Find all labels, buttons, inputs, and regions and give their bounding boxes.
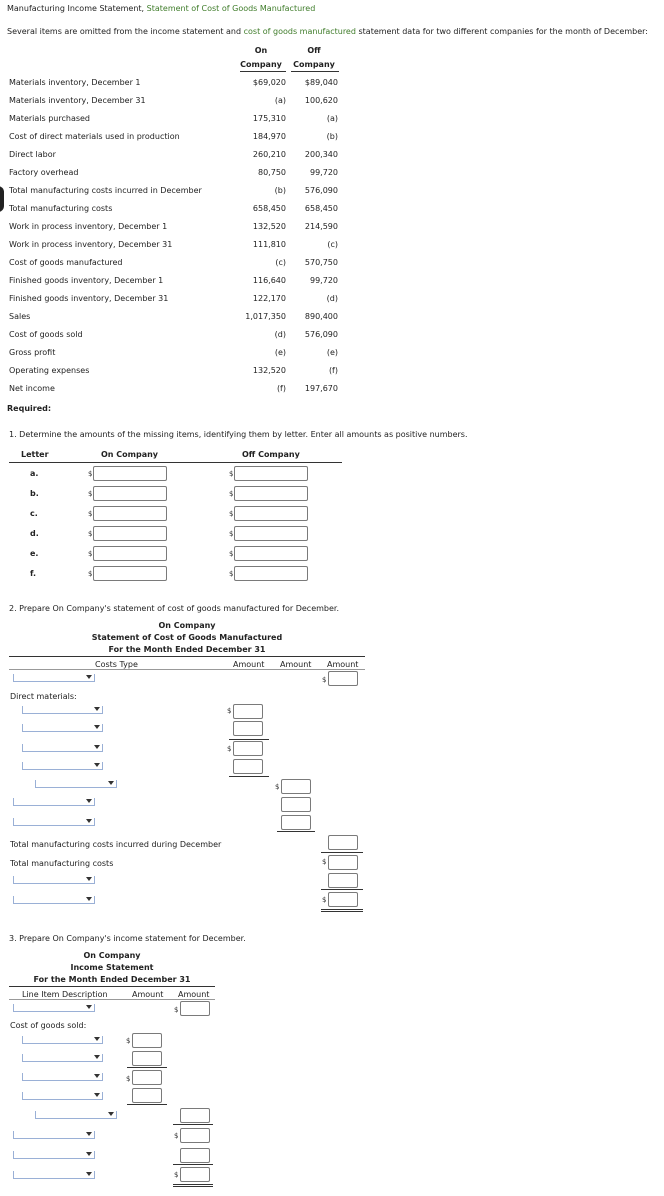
data-row-on-value: 111,810	[252, 240, 286, 249]
part3-cogs-amount-4[interactable]	[132, 1088, 162, 1103]
part2-dm-rule-1	[229, 739, 269, 740]
part3-title-rule	[9, 986, 215, 987]
data-row-on-value: (b)	[274, 186, 286, 195]
letter-label: c.	[30, 509, 38, 518]
data-row-off-value: (b)	[326, 132, 338, 141]
part3-amount2-row2[interactable]	[180, 1108, 210, 1123]
part3-select-2[interactable]	[13, 1131, 95, 1139]
part2-final-double-rule	[321, 909, 363, 912]
intro-text: Several items are omitted from the income statement and cost of goods manufactured statement data for two different companies for the month of December:	[7, 27, 648, 36]
data-row-on-value: 116,640	[252, 276, 286, 285]
currency-sign: $	[322, 858, 327, 866]
data-row-off-value: (c)	[327, 240, 338, 249]
data-row-label: Sales	[9, 312, 31, 321]
part1-header-rule	[9, 462, 342, 463]
data-row-on-value: (d)	[274, 330, 286, 339]
data-row-on-value: (f)	[276, 384, 286, 393]
part2-header-costs-type: Costs Type	[95, 660, 138, 669]
part3-amount2-rule-2	[173, 1164, 213, 1165]
col-off-rule	[291, 71, 339, 72]
off-company-input[interactable]	[234, 506, 308, 521]
part2-amount3-row1[interactable]	[328, 671, 358, 686]
data-row-off-value: 100,620	[304, 96, 338, 105]
data-row-label: Work in process inventory, December 1	[9, 222, 168, 231]
part1-header-off: Off Company	[242, 450, 300, 459]
part2-total-incurred[interactable]	[328, 835, 358, 850]
on-company-input[interactable]	[93, 486, 167, 501]
part1-header-letter: Letter	[21, 450, 49, 459]
data-row-off-value: 200,340	[304, 150, 338, 159]
data-row-label: Direct labor	[9, 150, 56, 159]
part2-dm-select-2[interactable]	[22, 724, 103, 732]
part3-header-description: Line Item Description	[22, 990, 108, 999]
data-row-on-value: 132,520	[252, 222, 286, 231]
part2-header-amount-3: Amount	[327, 660, 359, 669]
currency-sign: $	[229, 570, 234, 578]
col-on-line1: On	[254, 46, 268, 55]
part2-dm-select-4[interactable]	[22, 762, 103, 770]
data-row-label: Total manufacturing costs	[9, 204, 113, 213]
data-row-off-value: 197,670	[304, 384, 338, 393]
part2-select-1[interactable]	[13, 674, 95, 682]
letter-label: e.	[30, 549, 39, 558]
data-row-label: Gross profit	[9, 348, 56, 357]
currency-sign: $	[174, 1132, 179, 1140]
currency-sign: $	[174, 1006, 179, 1014]
part2-select-3[interactable]	[13, 818, 95, 826]
currency-sign: $	[227, 745, 232, 753]
on-company-input[interactable]	[93, 506, 167, 521]
currency-sign: $	[275, 783, 280, 791]
total-incurred-label: Total manufacturing costs incurred during December	[10, 840, 222, 849]
part2-dm-rule-2	[229, 776, 269, 777]
col-on-line2: Company	[240, 60, 282, 69]
currency-sign: $	[126, 1075, 131, 1083]
data-row-on-value: 658,450	[252, 204, 286, 213]
data-row-label: Cost of direct materials used in production	[9, 132, 180, 141]
direct-materials-label: Direct materials:	[10, 692, 77, 701]
part2-header-amount-2: Amount	[280, 660, 312, 669]
currency-sign: $	[88, 470, 93, 478]
part2-amount3-row4[interactable]	[328, 873, 358, 888]
part3-cogs-amount-2[interactable]	[132, 1051, 162, 1066]
data-row-on-value: 184,970	[252, 132, 286, 141]
data-row-off-value: 576,090	[304, 186, 338, 195]
off-company-input[interactable]	[234, 566, 308, 581]
part3-final-double-rule	[173, 1184, 213, 1187]
part3-cogs-select-1[interactable]	[22, 1036, 103, 1044]
part1-instruction: 1. Determine the amounts of the missing items, identifying them by letter. Enter all amounts as positive numbers.	[9, 430, 468, 439]
letter-label: f.	[30, 569, 37, 578]
title-link[interactable]: Statement of Cost of Goods Manufactured	[146, 4, 316, 13]
data-row-on-value: 1,017,350	[245, 312, 286, 321]
part2-title-period: For the Month Ended December 31	[108, 645, 266, 654]
part3-header-amount-1: Amount	[132, 990, 164, 999]
part2-amount2-row3[interactable]	[281, 815, 311, 830]
part2-header-rule	[9, 669, 365, 670]
part3-amount2-row1[interactable]	[180, 1001, 210, 1016]
part2-amount2-row2[interactable]	[281, 797, 311, 812]
currency-sign: $	[322, 676, 327, 684]
data-row-label: Net income	[9, 384, 55, 393]
part3-title-period: For the Month Ended December 31	[33, 975, 191, 984]
currency-sign: $	[322, 896, 327, 904]
data-row-on-value: 80,750	[258, 168, 286, 177]
page-title: Manufacturing Income Statement, Statement of Cost of Goods Manufactured	[7, 4, 316, 13]
currency-sign: $	[229, 550, 234, 558]
currency-sign: $	[174, 1171, 179, 1179]
currency-sign: $	[227, 707, 232, 715]
side-marker	[0, 186, 4, 212]
data-row-label: Finished goods inventory, December 1	[9, 276, 164, 285]
currency-sign: $	[229, 470, 234, 478]
part2-select-2[interactable]	[13, 798, 95, 806]
part3-cogs-rule-1	[127, 1067, 167, 1068]
currency-sign: $	[229, 530, 234, 538]
data-row-on-value: (c)	[275, 258, 286, 267]
part3-cogs-amount-3[interactable]	[132, 1070, 162, 1085]
data-row-off-value: (f)	[328, 366, 338, 375]
letter-label: d.	[30, 529, 39, 538]
currency-sign: $	[229, 510, 234, 518]
required-label: Required:	[7, 404, 52, 413]
part3-header-amount-2: Amount	[178, 990, 210, 999]
on-company-input[interactable]	[93, 526, 167, 541]
data-row-on-value: 132,520	[252, 366, 286, 375]
off-company-input[interactable]	[234, 546, 308, 561]
part2-amount2-row1[interactable]	[281, 779, 311, 794]
data-row-off-value: 890,400	[304, 312, 338, 321]
part3-select-4[interactable]	[13, 1171, 95, 1179]
data-row-on-value: $69,020	[252, 78, 286, 87]
part3-net-income-amount[interactable]	[180, 1167, 210, 1182]
part3-select-3[interactable]	[13, 1151, 95, 1159]
currency-sign: $	[126, 1037, 131, 1045]
part3-header-rule	[9, 999, 215, 1000]
currency-sign: $	[88, 490, 93, 498]
data-row-label: Factory overhead	[9, 168, 79, 177]
data-row-off-value: 576,090	[304, 330, 338, 339]
data-row-label: Materials inventory, December 1	[9, 78, 141, 87]
part2-dm-amount-2[interactable]	[233, 721, 263, 736]
off-company-input[interactable]	[234, 486, 308, 501]
data-row-off-value: (d)	[326, 294, 338, 303]
part2-amount2-rule	[277, 831, 315, 832]
part3-cogs-select-2[interactable]	[22, 1054, 103, 1062]
data-row-off-value: 214,590	[304, 222, 338, 231]
data-row-off-value: $89,040	[304, 78, 338, 87]
off-company-input[interactable]	[234, 526, 308, 541]
part2-dm-amount-3[interactable]	[233, 741, 263, 756]
part2-title-company: On Company	[158, 621, 216, 630]
total-costs-label: Total manufacturing costs	[10, 859, 114, 868]
data-row-label: Cost of goods sold	[9, 330, 83, 339]
part3-instruction: 3. Prepare On Company's income statement for December.	[9, 934, 246, 943]
data-row-label: Total manufacturing costs incurred in December	[9, 186, 202, 195]
data-row-off-value: 658,450	[304, 204, 338, 213]
data-row-off-value: 99,720	[310, 168, 338, 177]
part3-amount2-row4[interactable]	[180, 1148, 210, 1163]
on-company-input[interactable]	[93, 546, 167, 561]
currency-sign: $	[88, 510, 93, 518]
part2-total-costs[interactable]	[328, 855, 358, 870]
on-company-input[interactable]	[93, 466, 167, 481]
on-company-input[interactable]	[93, 566, 167, 581]
letter-label: a.	[30, 469, 39, 478]
data-row-label: Materials purchased	[9, 114, 91, 123]
part2-select-4[interactable]	[13, 876, 95, 884]
part2-total-incurred-rule	[321, 852, 363, 853]
part3-title-statement: Income Statement	[70, 963, 154, 972]
data-row-on-value: 122,170	[252, 294, 286, 303]
col-off-line2: Company	[293, 60, 335, 69]
data-row-on-value: 260,210	[252, 150, 286, 159]
part2-dm-select-5[interactable]	[35, 780, 117, 788]
part2-title-rule	[9, 656, 365, 657]
currency-sign: $	[88, 530, 93, 538]
data-row-off-value: (e)	[326, 348, 338, 357]
part3-cogs-select-4[interactable]	[22, 1092, 103, 1100]
data-row-label: Operating expenses	[9, 366, 90, 375]
part3-cogs-select-5[interactable]	[35, 1111, 117, 1119]
data-row-label: Finished goods inventory, December 31	[9, 294, 169, 303]
currency-sign: $	[88, 570, 93, 578]
part2-dm-amount-1[interactable]	[233, 704, 263, 719]
currency-sign: $	[229, 490, 234, 498]
part3-amount2-rule-1	[173, 1124, 213, 1125]
part2-dm-amount-4[interactable]	[233, 759, 263, 774]
part3-title-company: On Company	[83, 951, 141, 960]
cogs-label: Cost of goods sold:	[10, 1021, 87, 1030]
part1-header-on: On Company	[101, 450, 159, 459]
currency-sign: $	[88, 550, 93, 558]
part2-select-5[interactable]	[13, 896, 95, 904]
col-off-line1: Off	[307, 46, 321, 55]
part2-amount3-rule	[321, 889, 363, 890]
data-row-label: Work in process inventory, December 31	[9, 240, 173, 249]
letter-label: b.	[30, 489, 39, 498]
part3-select-1[interactable]	[13, 1004, 95, 1012]
data-row-on-value: (a)	[274, 96, 286, 105]
part3-amount2-row3[interactable]	[180, 1128, 210, 1143]
part2-instruction: 2. Prepare On Company's statement of cost of goods manufactured for December.	[9, 604, 340, 613]
data-row-off-value: 99,720	[310, 276, 338, 285]
part2-title-statement: Statement of Cost of Goods Manufactured	[91, 633, 283, 642]
data-row-off-value: (a)	[326, 114, 338, 123]
col-on-rule	[240, 71, 286, 72]
data-row-on-value: (e)	[274, 348, 286, 357]
part2-cogm-amount[interactable]	[328, 892, 358, 907]
off-company-input[interactable]	[234, 466, 308, 481]
part2-dm-select-3[interactable]	[22, 744, 103, 752]
part2-dm-select-1[interactable]	[22, 706, 103, 714]
part3-cogs-select-3[interactable]	[22, 1073, 103, 1081]
part2-header-amount-1: Amount	[233, 660, 265, 669]
part3-cogs-rule-2	[127, 1104, 167, 1105]
data-row-label: Materials inventory, December 31	[9, 96, 146, 105]
part3-cogs-amount-1[interactable]	[132, 1033, 162, 1048]
data-row-off-value: 570,750	[304, 258, 338, 267]
data-row-label: Cost of goods manufactured	[9, 258, 123, 267]
data-row-on-value: 175,310	[252, 114, 286, 123]
cogm-link[interactable]: cost of goods manufactured	[243, 27, 356, 36]
